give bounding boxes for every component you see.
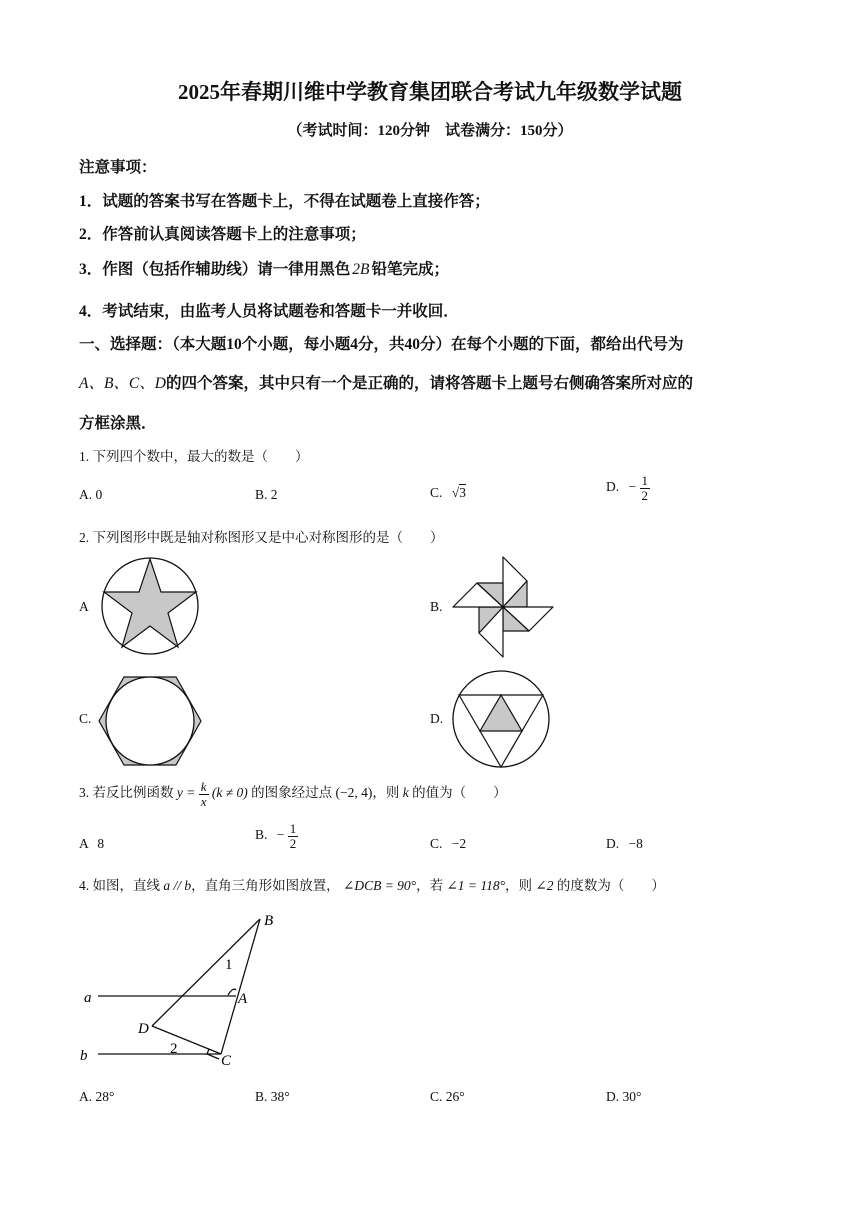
q1-option-d-fraction xyxy=(640,474,651,502)
q4-option-c: C. 26° xyxy=(430,1089,465,1104)
label-A: A xyxy=(238,991,248,1007)
label-b: b xyxy=(80,1048,88,1064)
notice-item-4: 4．考试结束，由监考人员将试题卷和答题卡一并收回． xyxy=(79,303,459,320)
q1-stem: 1. 下列四个数中，最大的数是（ ） xyxy=(79,449,309,464)
q3-option-b-label: B. xyxy=(255,827,268,843)
notice-heading: 注意事项： xyxy=(79,159,157,176)
q1-option-c-label: C. xyxy=(430,485,443,500)
q2-figure-b-pinwheel xyxy=(451,555,555,659)
segment-bc xyxy=(221,919,260,1054)
q3-option-d-value: −8 xyxy=(628,836,643,851)
q3-k-over-x xyxy=(199,780,209,808)
label-B: B xyxy=(264,913,274,929)
q2-figure-d-triangles-in-circle xyxy=(451,669,551,769)
q4-stem xyxy=(79,874,665,894)
star-shape xyxy=(104,559,196,647)
q1-option-d-label: D. xyxy=(606,479,620,495)
q4-option-b: B. 38° xyxy=(255,1089,290,1104)
notice-item-3-tail: 铅笔完成； xyxy=(371,261,449,278)
notice-item-1: 1．试题的答案书写在答题卡上，不得在试题卷上直接作答； xyxy=(79,193,490,210)
q3-option-a-label: A xyxy=(79,836,89,851)
q4-angle-dcb: ∠DCB = 90° xyxy=(343,878,417,893)
q4-figure-triangle-parallel-lines xyxy=(78,905,278,1070)
q3-option-d-label: D. xyxy=(606,836,620,851)
q1-option-a: A. 0 xyxy=(79,487,103,502)
q3-option-c-value: −2 xyxy=(451,836,467,851)
q4-stem-mid2: ，若 xyxy=(416,878,444,893)
q4-angle-1: ∠1 = 118° xyxy=(446,878,506,893)
sqrt-symbol: √ xyxy=(451,485,460,500)
q4-parallel: a // b xyxy=(163,878,192,893)
q4-angle-2: ∠2 xyxy=(535,878,554,893)
circle-outline xyxy=(106,677,194,765)
label-C: C xyxy=(221,1053,232,1069)
q2-option-c-label: C. xyxy=(79,711,92,726)
q3-k: k xyxy=(200,779,207,794)
q3-stem-post1: ，则 xyxy=(372,785,400,801)
q3-option-c-label: C. xyxy=(430,836,443,851)
label-D: D xyxy=(138,1021,149,1037)
section1-line2 xyxy=(79,371,693,393)
q4-option-a: A. 28° xyxy=(79,1089,115,1104)
q4-stem-post: 的度数为（ ） xyxy=(556,878,665,893)
label-a: a xyxy=(84,990,92,1006)
label-1: 1 xyxy=(225,957,233,973)
notice-item-3 xyxy=(79,257,449,279)
q3-stem xyxy=(79,780,507,808)
q2-option-d-label: D. xyxy=(430,711,444,726)
choice-letters: A、B、C、D xyxy=(79,375,166,392)
q1-option-c xyxy=(430,485,466,501)
q3-x: x xyxy=(200,793,207,809)
q3-point: (−2, 4) xyxy=(335,785,373,801)
q3-option-a-value: 8 xyxy=(97,836,105,851)
q4-stem-pre: 4. 如图，直线 xyxy=(79,878,160,893)
segment-bd xyxy=(152,919,260,1026)
q2-figure-a-star-in-circle xyxy=(97,556,203,656)
q3-option-b-sign: − xyxy=(276,827,285,843)
section1-line1: 一、选择题：（本大题10个小题，每小题4分，共40分）在每个小题的下面，都给出代号为 xyxy=(79,336,684,353)
notice-item-3-text: 3．作图（包括作辅助线）请一律用黑色 xyxy=(79,261,351,278)
q3-b-numerator: 1 xyxy=(289,821,297,836)
exam-subtitle: （考试时间：120分钟 试卷满分：150分） xyxy=(287,123,573,139)
q1-d-denominator: 2 xyxy=(641,487,648,503)
q3-b-denominator: 2 xyxy=(289,835,297,851)
q3-option-c xyxy=(430,836,466,852)
q2-stem: 2. 下列图形中既是轴对称图形又是中心对称图形的是（ ） xyxy=(79,530,444,545)
section1-line2-text: 的四个答案，其中只有一个是正确的，请将答题卡上题号右侧确答案所对应的 xyxy=(165,375,693,392)
q1-option-b: B. 2 xyxy=(255,487,278,502)
q3-option-a xyxy=(79,836,104,852)
q1-option-d-sign: − xyxy=(628,479,637,495)
q4-stem-mid3: ，则 xyxy=(505,878,533,893)
q1-option-d xyxy=(606,474,650,502)
q4-stem-mid1: ，直角三角形如图放置， xyxy=(191,878,340,893)
q3-option-d xyxy=(606,836,643,852)
q1-option-c-value: 3 xyxy=(459,485,466,500)
label-2: 2 xyxy=(170,1041,178,1057)
section1-line3: 方框涂黑． xyxy=(79,415,157,432)
q2-option-b-label: B. xyxy=(430,599,443,614)
q4-option-d: D. 30° xyxy=(606,1089,642,1104)
pencil-grade: 2B xyxy=(352,261,370,278)
q3-condition: (k ≠ 0) xyxy=(211,785,248,801)
q3-stem-pre: 3. 若反比例函数 xyxy=(79,785,174,801)
q3-stem-post2: 的值为（ ） xyxy=(412,785,507,801)
q1-d-numerator: 1 xyxy=(641,473,648,488)
q3-stem-mid: 的图象经过点 xyxy=(251,785,333,801)
q3-option-b-fraction xyxy=(288,822,299,850)
q3-k2: k xyxy=(402,785,409,801)
angle-1-arc xyxy=(228,989,236,995)
notice-item-2: 2．作答前认真阅读答题卡上的注意事项； xyxy=(79,226,366,243)
q2-figure-c-circle-in-hexagon xyxy=(98,676,202,766)
segment-dc xyxy=(152,1026,221,1054)
q3-y: y = xyxy=(176,785,196,801)
exam-title: 2025年春期川维中学教育集团联合考试九年级数学试题 xyxy=(178,80,682,104)
q3-option-b xyxy=(255,822,298,850)
q2-option-a-label: A xyxy=(79,599,89,614)
